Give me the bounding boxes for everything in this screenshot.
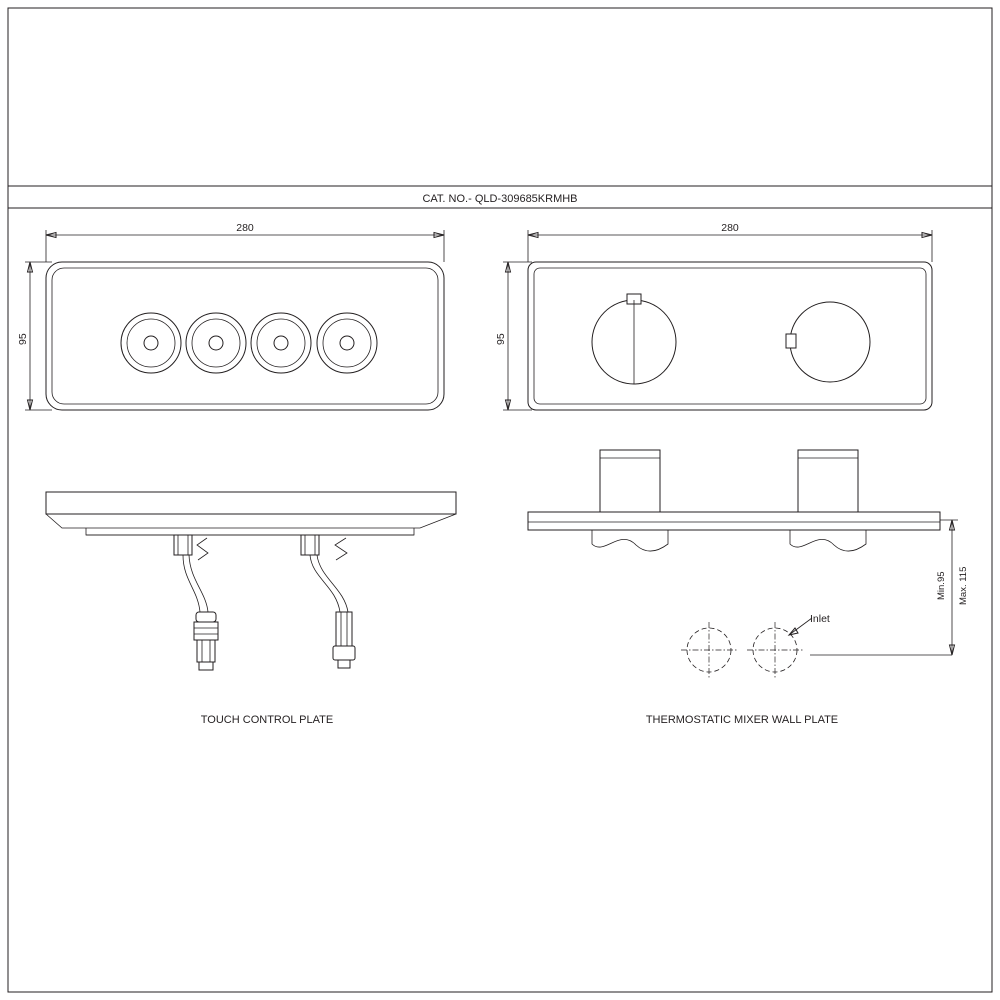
touch-connector-stem-right bbox=[301, 535, 319, 555]
cable-plug-right bbox=[333, 612, 355, 668]
mixer-side-knob-left bbox=[600, 450, 660, 512]
mixer-plate-outline bbox=[528, 262, 932, 410]
cable-right-b bbox=[317, 555, 348, 612]
catalog-number: QLD-309685KRMHB bbox=[474, 193, 578, 205]
mixer-height-value: 95 bbox=[495, 333, 507, 345]
touch-side-plate-chamfer bbox=[46, 514, 456, 528]
touch-side-plate-body bbox=[46, 492, 456, 514]
mixer-side-knob-right bbox=[798, 450, 858, 512]
mixer-plate-caption: THERMOSTATIC MIXER WALL PLATE bbox=[645, 714, 839, 726]
touch-connector-stem-left bbox=[174, 535, 192, 555]
depth-max-label: Max. 115 bbox=[958, 566, 969, 605]
cable-break-left bbox=[197, 538, 208, 560]
touch-plate-caption: TOUCH CONTROL PLATE bbox=[200, 714, 334, 726]
mixer-side-body-right bbox=[790, 530, 866, 551]
inlet-group bbox=[681, 618, 812, 678]
depth-min-label: Min.95 bbox=[936, 571, 947, 600]
touch-width-value: 280 bbox=[236, 222, 254, 234]
cable-plug-left bbox=[194, 612, 218, 670]
inlet-leader bbox=[789, 618, 812, 635]
cable-right bbox=[310, 555, 340, 612]
touch-height-value: 95 bbox=[17, 333, 29, 345]
catalog-title-label: CAT. NO.- bbox=[422, 193, 472, 205]
mixer-width-value: 280 bbox=[721, 222, 739, 234]
inlet-label: Inlet bbox=[810, 613, 830, 625]
cable-break-right bbox=[335, 538, 347, 560]
touch-side-plate-back bbox=[86, 528, 414, 535]
catalog-title bbox=[422, 193, 577, 205]
mixer-side-body-left bbox=[592, 530, 668, 551]
flow-control-knob-tab bbox=[786, 334, 796, 348]
mixer-side-plate-body bbox=[528, 512, 940, 530]
